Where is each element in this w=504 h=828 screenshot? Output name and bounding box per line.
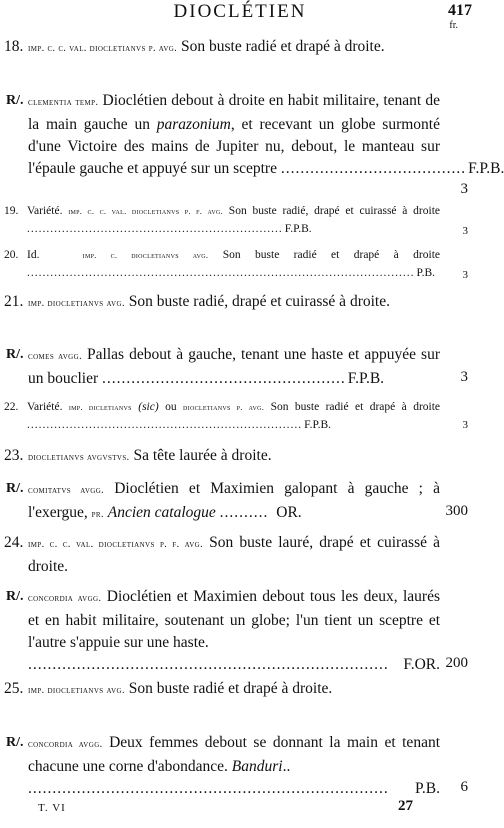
source-reference: Ancien catalogue	[107, 504, 216, 521]
entry-23-obverse	[0, 445, 480, 469]
entry-number: 23.	[4, 447, 24, 464]
price-value: 3	[460, 181, 468, 197]
leader-line	[28, 778, 440, 800]
leader-dots: ....................................................................................................	[27, 267, 415, 279]
grade: F.P.B.	[468, 160, 504, 177]
grade: F.P.B.	[347, 370, 385, 387]
source-reference: Banduri	[231, 758, 283, 775]
leader-line	[102, 368, 385, 390]
leader-dots: ..........	[219, 504, 269, 521]
entry-21-obverse	[0, 291, 480, 315]
page-number: 417	[448, 2, 472, 19]
description: Son buste radié et drapé à droite	[222, 249, 440, 261]
leader-dots: ..................................................	[102, 370, 346, 387]
entry-number: 20.	[4, 249, 19, 261]
reverse-italic-term: parazonium	[156, 116, 231, 133]
legend: imp. dicletianvs	[68, 402, 132, 412]
grade: P.B.	[416, 267, 436, 279]
currency-unit: fr.	[449, 20, 458, 31]
reverse-mark: R/.	[6, 735, 24, 750]
obverse-description: Sa tête laurée à droite.	[133, 447, 272, 464]
reverse-description-continued: , et recevant un globe surmonté d'une Victoire des mains de Jupiter nu, debout, le manteau sur l'épaule gauche et appuyé sur un sceptre	[28, 116, 440, 177]
entry-number: 22.	[4, 401, 19, 413]
reverse-description: Deux femmes debout se donnant la main et tenant chacune une corne d'abondance.	[28, 734, 440, 775]
reverse-description: Dioclétien et Maximien debout tous les deux, laurés et en habit militaire, soutenant un globe; l'un tient un sceptre et l'autre s'appuie sur une haste.	[28, 588, 440, 651]
obverse-description: Son buste lauré, drapé et cuirassé à droite.	[28, 534, 441, 575]
entry-20	[0, 246, 480, 282]
reverse-mark: R/.	[6, 481, 24, 496]
sheet-number: 27	[398, 798, 413, 814]
grade: F.P.B.	[284, 223, 312, 235]
obverse-legend: imp. c. c. val. diocletianvs p. avg.	[28, 43, 178, 54]
legend-alt: diocletianvs p. avg.	[183, 402, 265, 412]
reverse-legend: comitatvs avgg.	[28, 485, 105, 496]
entry-22	[0, 398, 480, 434]
obverse-legend: diocletianvs avgvstvs.	[28, 452, 130, 463]
obverse-description: Son buste radié, drapé et cuirassé à droite.	[128, 293, 390, 310]
entry-number: 19.	[4, 205, 19, 217]
price-value: 3	[460, 369, 468, 385]
entry-18-reverse	[0, 90, 504, 197]
leader-line	[280, 158, 504, 180]
leader-line	[27, 264, 436, 282]
entry-23-reverse	[0, 478, 480, 526]
entry-25-reverse: R/. concordia avgg. Deux femmes debout se donnant la main et tenant chacune une corne d'abondance. Banduri.. .......................................................................... P.B. 6	[0, 732, 480, 800]
entry-label: Variété.	[27, 401, 63, 413]
obverse-legend: imp. c. c. val. diocletianvs p. f. avg.	[28, 539, 204, 550]
reverse-mark: R/.	[6, 347, 24, 362]
leader-dots: .......................................................................	[27, 419, 303, 431]
leader-dots: ......................................	[280, 160, 467, 177]
grade: F.P.B.	[304, 419, 332, 431]
legend: imp. c. c. val. diocletianvs p. f. avg.	[68, 206, 224, 216]
reverse-description: Pallas debout à gauche, tenant une haste et appuyée sur un bouclier	[28, 346, 440, 387]
entry-number: 24.	[4, 534, 24, 551]
page-title: DIOCLÉTIEN	[173, 1, 307, 22]
grade: P.B.	[415, 780, 440, 797]
entry-number: 25.	[4, 680, 24, 697]
reverse-legend: concordia avgg.	[28, 593, 102, 604]
entry-21-reverse	[0, 344, 480, 390]
description: Son buste radié et drapé à droite	[270, 401, 441, 413]
leader-dots: ..........................................................................	[28, 656, 389, 673]
price-value: 300	[445, 503, 468, 519]
description: Son buste radié, drapé et cuirassé à droite	[228, 205, 440, 217]
reverse-legend: comes avgg.	[28, 351, 82, 362]
entry-24-obverse	[0, 532, 480, 578]
reverse-description: Dioclétien et Maximien galopant à gauche ; à l'exergue,	[28, 480, 440, 521]
grade: OR.	[276, 504, 302, 521]
leader-line	[220, 502, 302, 524]
volume-signature: T. VI	[38, 802, 66, 814]
entry-number: 18.	[4, 38, 24, 55]
leader-line	[27, 220, 312, 238]
entry-number: 21.	[4, 293, 24, 310]
price-value: 3	[462, 269, 468, 281]
price-value: 3	[462, 419, 468, 431]
entry-19	[0, 202, 480, 238]
grade: F.OR.	[403, 656, 440, 673]
legend-connector: ou	[165, 401, 177, 413]
leader-dots: ..................................................................	[27, 223, 283, 235]
price-value: 200	[445, 655, 468, 671]
entry-24-reverse	[0, 586, 480, 676]
reverse-legend: concordia avgg.	[28, 739, 103, 750]
entry-label: Variété.	[27, 205, 63, 217]
entry-18-obverse	[0, 36, 480, 60]
exergue-mark: pr.	[91, 509, 104, 520]
obverse-description: Son buste radié et drapé à droite.	[181, 38, 385, 55]
obverse-legend: imp. diocletianvs avg.	[28, 298, 125, 309]
reverse-legend: clementia temp.	[28, 97, 99, 108]
leader-dots: ..........................................................................	[28, 780, 389, 797]
reverse-description: Dioclétien debout à droite en habit militaire, tenant de la main gauche un	[28, 92, 441, 133]
price-value: 6	[460, 779, 468, 795]
leader-line	[27, 416, 332, 434]
reverse-mark: R/.	[6, 589, 24, 604]
leader-line	[28, 654, 440, 676]
obverse-description: Son buste radié et drapé à droite.	[128, 680, 333, 697]
obverse-legend: imp. diocletianvs avg.	[28, 685, 125, 696]
entry-25-obverse	[0, 678, 480, 702]
entry-label: Id.	[27, 249, 40, 261]
price-value: 3	[462, 225, 468, 237]
sic-note: (sic)	[138, 401, 159, 413]
legend: imp. c. diocletianvs avg.	[82, 250, 209, 260]
reverse-mark: R/.	[6, 93, 24, 108]
